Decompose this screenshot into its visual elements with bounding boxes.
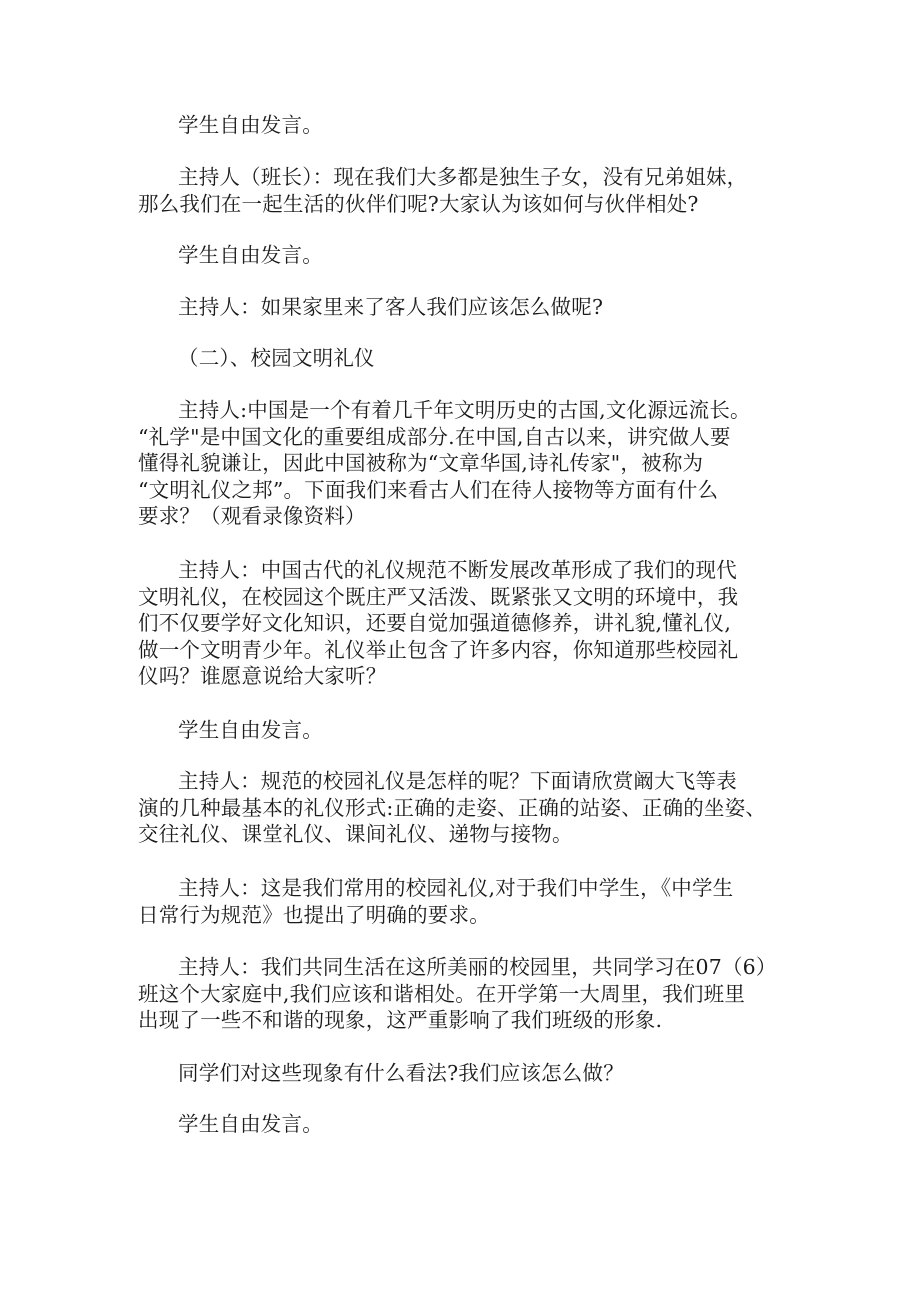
paragraph-classmates-question [138,1060,818,1087]
section-heading-campus-etiquette [138,345,818,372]
text-line: 主持人：我们共同生活在这所美丽的校园里，共同学习在07（6） [178,955,777,979]
text-line: 交往礼仪、课堂礼仪、课间礼仪、递物与接物。 [138,822,573,846]
paragraph-student-speech-1 [138,112,818,139]
text-line: 主持人：中国古代的礼仪规范不断发展改革形成了我们的现代 [178,558,737,582]
paragraph-host-siblings [138,164,818,217]
text-line: 们不仅要学好文化知识，还要自觉加强道德修养，讲礼貌,懂礼仪, [138,611,732,635]
text-line: 学生自由发言。 [178,718,323,742]
text-line: 演的几种最基本的礼仪形式:正确的走姿、正确的站姿、正确的坐姿、 [138,795,767,820]
text-line: “文明礼仪之邦”。下面我们来看古人们在待人接物等方面有什么 [138,477,719,502]
paragraph-host-china-history [138,397,818,530]
text-line: 主持人：如果家里来了客人我们应该怎么做呢? [178,295,604,319]
text-line: 学生自由发言。 [178,1112,323,1136]
text-line: 主持人:中国是一个有着几千年文明历史的古国,文化源远流长。 [178,398,751,422]
text-line: 学生自由发言。 [178,113,323,137]
paragraph-host-performance [138,768,818,848]
text-line: 班这个大家庭中,我们应该和谐相处。在开学第一大周里，我们班里 [138,981,746,1006]
text-line: 主持人：规范的校园礼仪是怎样的呢？下面请欣赏阚大飞等表 [178,769,737,793]
text-line: 日常行为规范》也提出了明确的要求。 [138,902,490,927]
text-line: 主持人：这是我们常用的校园礼仪,对于我们中学生，《中学生 [178,876,734,900]
paragraph-host-code-of-conduct [138,875,818,928]
text-line: 主持人（班长）：现在我们大多都是独生子女，没有兄弟姐妹， [178,165,748,189]
text-line: 同学们对这些现象有什么看法?我们应该怎么做？ [178,1061,624,1085]
paragraph-host-class-harmony [138,954,818,1034]
text-line: 懂得礼貌谦让，因此中国被称为“文章华国,诗礼传家"，被称为 [138,451,704,475]
text-line: 仪吗？谁愿意说给大家听？ [138,664,387,688]
paragraph-student-speech-3 [138,717,818,744]
paragraph-host-guests [138,294,818,321]
paragraph-student-speech-2 [138,242,818,269]
text-line: （二）、校园文明礼仪 [178,346,375,370]
paragraph-host-modern-etiquette [138,557,818,690]
text-line: 出现了一些不和谐的现象，这严重影响了我们班级的形象. [138,1008,663,1032]
text-line: 要求？（观看录像资料） [138,504,366,528]
text-line: 那么我们在一起生活的伙伴们呢?大家认为该如何与伙伴相处? [138,191,699,216]
text-line: “礼学"是中国文化的重要组成部分.在中国,自古以来，讲究做人要 [138,424,731,449]
text-line: 文明礼仪，在校园这个既庄严又活泼、既紧张又文明的环境中，我 [138,584,739,609]
text-line: 学生自由发言。 [178,243,323,267]
paragraph-student-speech-4 [138,1111,818,1138]
text-line: 做一个文明青少年。礼仪举止包含了许多内容，你知道那些校园礼 [138,637,739,662]
